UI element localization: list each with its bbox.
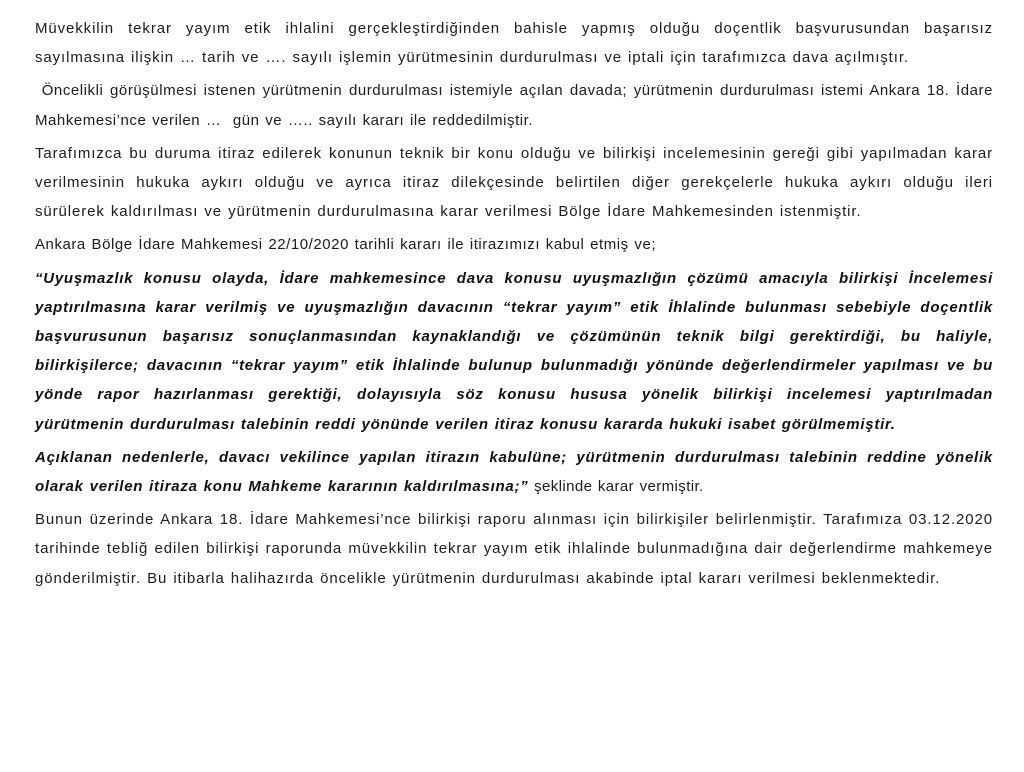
paragraph-expert-report: Bunun üzerinde Ankara 18. İdare Mahkemesi’nce bilirkişi raporu alınması için bilirkişiler belirlenmiştir. Tarafımıza 03.12.2020 tarihinde tebliğ edilen bilirkişi raporunda müvekkilin tekrar yayım etik ihlalinde bulunmadığına dair değerlendirme mahkemeye gönderilmiştir. Bu itibarla halihazırda öncelikle yürütmenin durdurulması akabinde iptal kararı verilmesi beklenmektedir. [35,511,993,587]
quoted-court-reasoning: “Uyuşmazlık konusu olayda, İdare mahkemesince dava konusu uyuşmazlığın çözümü amacıyla bilirkişi İncelemesi yaptırılmasına karar verilmiş ve uyuşmazlığın davacının “tekrar yayım” etik İhlalinde bulunması sebebiyle doçentlik başvurusunun başarısız sonuçlanmasından kaynaklandığı ve çözümünün teknik bilgi gerektirdiği, bu haliyle, bilirkişilerce; davacının “tekrar yayım” etik İhlalinde bulunup bulunmadığı yönünde değerlendirmeler yapılması ve bu yönde rapor hazırlanması gerektiği, dolayısıyla söz konusu hususa yönelik bilirkişi incelemesi yaptırılmadan yürütmenin durdurulması talebinin reddi yönünde verilen itiraz konusu kararda hukuki isabet görülmemiştir. [35,269,993,433]
quoted-court-ruling [35,443,993,501]
quoted-ruling-bold-text: Açıklanan nedenlerle, davacı vekilince yapılan itirazın kabulüne; yürütmenin durdurulması talebinin reddine yönelik olarak verilen itiraza konu Mahkeme kararının kaldırılmasına;” [35,448,993,496]
document-page [35,14,999,593]
paragraph-stay-request-rejected: Öncelikli görüşülmesi istenen yürütmenin durdurulması istemiyle açılan davada; yürütmenin durdurulması istemi Ankara 18. İdare Mahkemesi’nce verilen … gün ve ….. sayılı kararı ile reddedilmiştir. [35,82,999,129]
paragraph-regional-court-decision: Ankara Bölge İdare Mahkemesi 22/10/2020 tarihli kararı ile itirazımızı kabul etmiş ve; [35,236,657,254]
paragraph-lawsuit-filed: Müvekkilin tekrar yayım etik ihlalini gerçekleştirdiğinden bahisle yapmış olduğu doçentlik başvurusundan başarısız sayılmasına ilişkin … tarih ve …. sayılı işlemin yürütmesinin durdurulması ve iptali için tarafımızca dava açılmıştır. [35,20,993,67]
paragraph-objection-filed: Tarafımızca bu duruma itiraz edilerek konunun teknik bir konu olduğu ve bilirkişi incelemesinin gereği gibi yapılmadan karar verilmesinin hukuka aykırı olduğu ve ayrıca itiraz dilekçesinde belirtilen diğer gerekçelerle hukuka aykırı olduğu ileri sürülerek kaldırılması ve yürütmenin durdurulmasına karar verilmesi Bölge İdare Mahkemesinden istenmiştir. [35,144,993,221]
quoted-ruling-tail-text: şeklinde karar vermiştir. [528,478,704,496]
